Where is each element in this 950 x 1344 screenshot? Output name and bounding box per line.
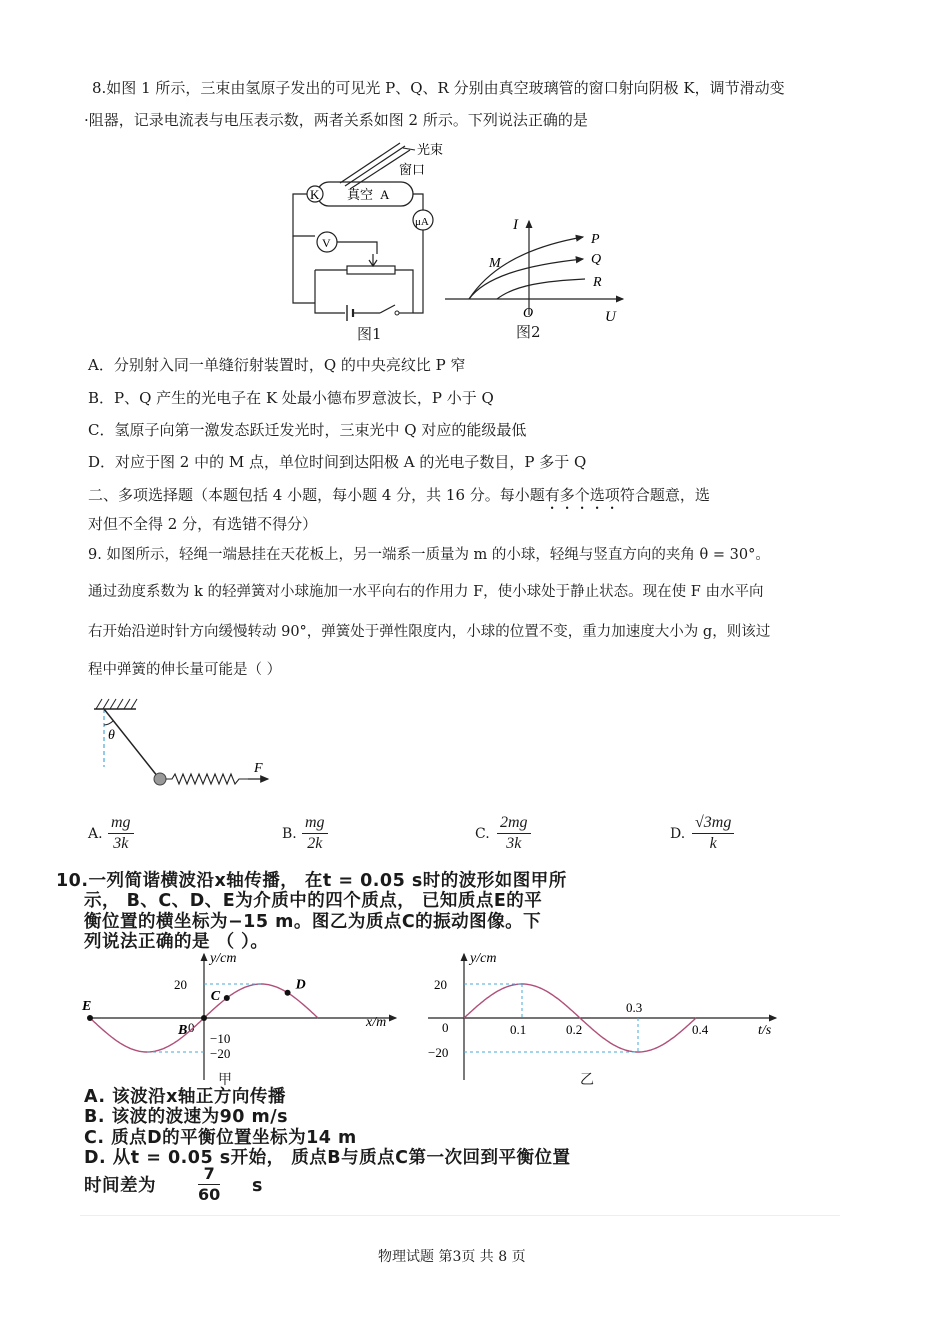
x-tick-label: 0.4: [692, 1022, 709, 1037]
fig2-xlabel: U: [605, 309, 616, 325]
q10-option-a: A. 该波沿x轴正方向传播: [84, 1087, 286, 1107]
point-b: [201, 1015, 207, 1021]
q10-stem-line1: 10.一列简谐横波沿x轴传播， 在t = 0.05 s时的波形如图甲所: [56, 871, 567, 891]
x-tick-label: 0.3: [626, 1000, 643, 1015]
point-e: [87, 1015, 93, 1021]
q8-option-d: D．对应于图 2 中的 M 点，单位时间到达阳极 A 的光电子数目，P 多于 Q: [88, 453, 587, 471]
fig2-point-m: M: [489, 256, 501, 271]
q8-stem-line2: ·阻器，记录电流表与电压表示数，两者关系如图 2 所示。下列说法正确的是: [84, 111, 588, 129]
origin-label: 0: [442, 1020, 449, 1035]
fig2-curve-p: P: [591, 232, 600, 247]
section2-header-line1: 二、多项选择题（本题包括 4 小题，每小题 4 分，共 16 分。每小题有多个选项符合题意，选: [88, 486, 710, 504]
x-tick-label: 0.1: [510, 1022, 527, 1037]
fig1-window-label: 窗口: [399, 162, 426, 177]
point-c: [224, 995, 230, 1001]
q8-stem-line1: 8.如图 1 所示，三束由氢原子发出的可见光 P、Q、R 分别由真空玻璃管的窗口射向阴极 K，调节滑动变: [92, 79, 785, 97]
fig2-origin: O: [523, 306, 534, 321]
q9-stem-line3: 右开始沿逆时针方向缓慢转动 90°，弹簧处于弹性限度内，小球的位置不变，重力加速度大小为 g，则该过: [88, 624, 771, 640]
q9-option-b-fraction: $\frac{mg}{2k}$: [302, 813, 328, 854]
q9-option-a-fraction: $\frac{mg}{3k}$: [108, 813, 134, 854]
fig1-ammeter-label: μA: [415, 216, 429, 228]
q9-option-c-fraction: $\frac{2mg}{3k}$: [497, 813, 531, 854]
y-tick-label: −20: [428, 1045, 449, 1060]
fig2-ylabel: I: [513, 217, 518, 233]
q10-vibration-chart: [424, 948, 794, 1088]
emphasized-text: 有多个选项: [544, 486, 620, 504]
q9-option-b-letter: B.: [282, 826, 297, 842]
fig1-anode-label: A: [380, 187, 390, 202]
fig2-curve-q: Q: [591, 252, 602, 267]
q9-stem-line2: 通过劲度系数为 k 的轻弹簧对小球施加一水平向右的作用力 F，使小球处于静止状态。现在使 F 由水平向: [88, 584, 764, 600]
q10-option-d-fraction: $\frac{7}{60}$: [198, 1164, 221, 1204]
q8-iu-figure: [445, 215, 635, 325]
x-axis-label: x/m: [366, 1015, 387, 1030]
q9-pendulum-figure: [88, 697, 278, 792]
q8-option-b: B．P、Q 产生的光电子在 K 处最小德布罗意波长，P 小于 Q: [88, 389, 494, 407]
y-tick-label: 20: [174, 977, 187, 992]
point-label: B: [178, 1023, 188, 1038]
q8-option-c: C．氢原子向第一激发态跃迁发光时，三束光中 Q 对应的能级最低: [88, 421, 527, 439]
x-axis-label: t/s: [758, 1023, 772, 1038]
q9-stem-line1: 9. 如图所示，轻绳一端悬挂在天花板上，另一端系一质量为 m 的小球，轻绳与竖直方向的夹角 θ = 30°。: [88, 547, 770, 563]
fig1-caption: 图1: [357, 325, 382, 343]
divider: [80, 1215, 840, 1216]
q10-option-d: D. 从t = 0.05 s开始， 质点B与质点C第一次回到平衡位置: [84, 1148, 571, 1168]
chart-jia-caption: 甲: [218, 1072, 232, 1088]
q10-option-d-line2: 时间差为: [84, 1176, 156, 1196]
q10-stem-line4: 列说法正确的是 （ ）。: [84, 932, 269, 952]
point-label: E: [82, 999, 92, 1014]
point-label: D: [295, 977, 306, 993]
q10-stem-line3: 衡位置的横坐标为−15 m。图乙为质点C的振动图像。下: [84, 912, 542, 932]
fig1-tube-label: 真空: [347, 187, 374, 202]
y-tick-label: −10: [210, 1031, 231, 1046]
y-tick-label: −20: [210, 1046, 231, 1061]
q10-wave-chart: [84, 948, 404, 1088]
q10-option-c: C. 质点D的平衡位置坐标为14 m: [84, 1128, 357, 1148]
fig2-caption: 图2: [516, 323, 541, 341]
q9-theta-label: θ: [108, 728, 115, 743]
fig2-curve-r: R: [593, 275, 602, 290]
section2-header-line2: 对但不全得 2 分，有选错不得分）: [88, 515, 318, 533]
q8-option-a: A．分别射入同一单缝衍射装置时，Q 的中央亮纹比 P 窄: [88, 356, 466, 374]
q10-option-b: B. 该波的波速为90 m/s: [84, 1107, 289, 1127]
q9-option-a-letter: A.: [88, 826, 103, 842]
y-axis-label: y/cm: [210, 951, 237, 966]
x-tick-label: 0.2: [566, 1022, 583, 1037]
q10-stem-line2: 示， B、C、D、E为介质中的四个质点， 已知质点E的平: [84, 891, 543, 911]
point-d: [285, 990, 291, 996]
q10-option-d-unit: s: [252, 1176, 263, 1196]
y-tick-label: 20: [434, 977, 447, 992]
q8-circuit-figure: [285, 138, 445, 338]
chart-yi-caption: 乙: [580, 1072, 594, 1088]
q9-force-label: F: [254, 761, 263, 776]
q9-option-d-fraction: $\frac{√3mg}{k}$: [692, 813, 734, 854]
y-axis-label: y/cm: [470, 951, 497, 966]
q9-option-c-letter: C.: [475, 826, 490, 842]
point-label: C: [210, 989, 221, 1005]
origin-label: 0: [188, 1020, 195, 1035]
fig1-voltmeter-label: V: [322, 236, 331, 250]
page-footer: 物理试题 第3页 共 8 页: [378, 1249, 526, 1265]
q9-option-d-letter: D.: [670, 826, 686, 842]
fig1-light-label: 光束: [417, 142, 444, 157]
q9-stem-line4: 程中弹簧的伸长量可能是（ ）: [88, 662, 282, 678]
fig1-cathode-label: K: [310, 187, 320, 202]
